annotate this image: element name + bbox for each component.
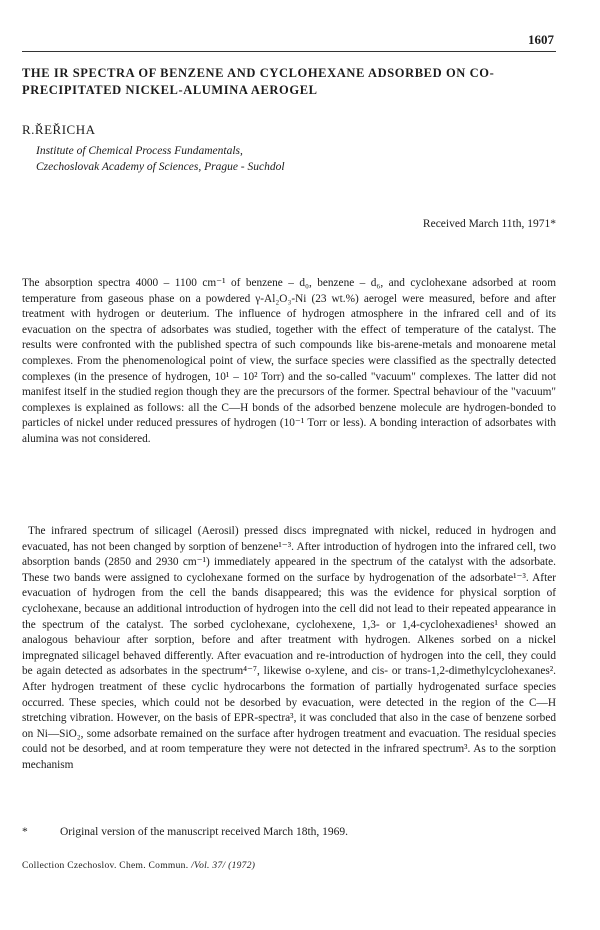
affiliation — [36, 143, 285, 175]
footnote-marker: * — [22, 826, 28, 838]
affiliation-line-2: Czechoslovak Academy of Sciences, Prague - Suchdol — [36, 161, 285, 173]
body-paragraph: The infrared spectrum of silicagel (Aerosil) pressed discs impregnated with nickel, reduced in hydrogen and evacuated, has not been changed by sorption of benzene¹⁻³. After introduction of hydrogen into the infrared cell, two absorption bands (2850 and 2930 cm⁻¹) immediately appeared in the spectrum of the catalyst with the adsorbate. These two bands were assigned to cyclohexane formed on the surface by hydrogenation of the adsorbate¹⁻³. After evacuation of hydrogen from the cell the bands disappeared; this was the evidence for physical sorption of cyclohexane, because an additional introduction of hydrogen into the cell did not lead to their repeated appearance in the spectrum of the catalyst. The sorbed cyclohexane, cyclohexene, 1,3- or 1,4-cyclohexadienes¹ showed an analogous behaviour after sorption, before and after treatment with hydrogen. Alkenes sorbed on a nickel impregnated silicagel behaved differently. After evacuation and re-introduction of hydrogen into the cell, they could be again detected as adsorbates in the spectrum⁴⁻⁷, likewise o-xylene, and cis- or trans-1,2-dimethylcyclohexanes². After hydrogen treatment of these cyclic hydrocarbons the formation of partially hydrogenated surface species occurred. These species, which could not be desorbed by evacuation, were detected in the region of the C—H stretching vibration. However, on the basis of EPR-spectra³, it was concluded that also in the case of benzene sorbed on Ni—SiO₂, some adsorbate remained on the surface after hydrogen treatment and evacuation. The residual species could not be desorbed, and at room temperature they were not detected in the infrared spectrum³. As to the sorption mechanism — [22, 525, 556, 771]
received-date: Received March 11th, 1971* — [422, 218, 556, 230]
header-rule — [22, 51, 556, 52]
journal-footer — [22, 861, 255, 871]
journal-volume: /Vol. 37/ (1972) — [191, 861, 256, 871]
affiliation-line-1: Institute of Chemical Process Fundamentals, — [36, 145, 243, 157]
footnote — [22, 826, 348, 838]
article-title: THE IR SPECTRA OF BENZENE AND CYCLOHEXANE ADSORBED ON CO-PRECIPITATED NICKEL-ALUMINA AEROGEL — [22, 66, 495, 97]
page-number: 1607 — [528, 32, 554, 47]
abstract: The absorption spectra 4000 – 1100 cm⁻¹ of benzene – d₀, benzene – d₆, and cyclohexane adsorbed at room temperature from gaseous phase on a powdered γ-Al₂O₃-Ni (23 wt.%) aerogel were measured, before and after treatment with hydrogen or deuterium. The influence of hydrogen atmosphere in the infrared cell and of its evacuation on the spectra of adsorbates was studied, together with the effect of temperature of the catalyst. The results were confronted with the published spectra of such compounds like bis-arene-metals and monoarene metal complexes. From the phenomenological point of view, the surface species were classified as the spectrally detected complexes (in the presence of hydrogen, 10¹ – 10² Torr) and the so-called "vacuum" complexes. The latter did not manifest itself in the studied region though they are the precursors of the former. Spectral behaviour of the "vacuum" complexes is explained as follows: all the C—H bonds of the adsorbed benzene molecule are hydrogen-bonded to particles of nickel under reduced pressures of hydrogen (10⁻¹ Torr or less). A bonding interaction of adsorbates with alumina was not considered. — [22, 277, 556, 445]
author-name: R.ŘEŘICHA — [22, 122, 96, 137]
journal-name: Collection Czechoslov. Chem. Commun. — [22, 861, 189, 871]
footnote-text: Original version of the manuscript received March 18th, 1969. — [60, 826, 349, 838]
